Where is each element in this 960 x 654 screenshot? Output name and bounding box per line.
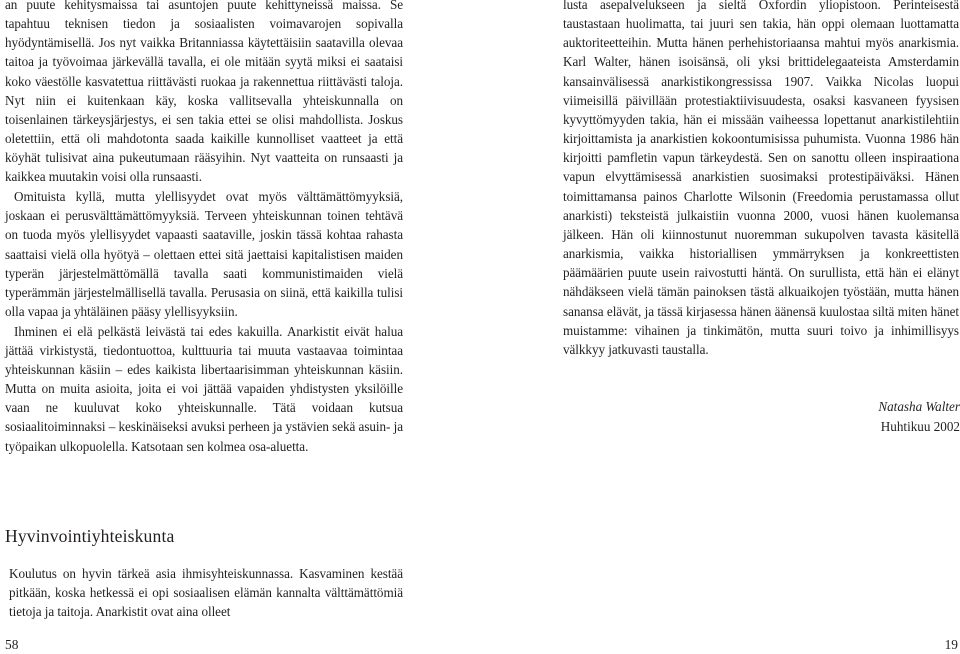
left-paragraph-3: Ihminen ei elä pelkästä leivästä tai edes kakuilla. Anarkistit eivät halua jättää virkistystä, tiedontuottoa, kulttuuria tai muuta vastaavaa toimintaa yhteiskunnan käsiin – edes kaikista libertaarisimman yhteiskunnan käsiin. Mutta on muita asioita, joita ei voi jättää vapaiden yhdistysten yksilöille vaan ne kuuluvat koko yhteiskunnalle. Tätä voidaan kutsua sosiaalitoiminnaksi – keskinäiseksi avuksi perheen ja ystävien sekä asuin- ja työpaikan ulkopuolella. Katsotaan sen kolmea osa-aluetta.	[5, 323, 403, 454]
signature-name: Natasha Walter	[878, 399, 960, 414]
right-paragraph-1: lusta asepalvelukseen ja sieltä Oxfordin yliopistoon. Perinteisestä taustastaan huolimatta, tai juuri sen takia, hän oppi olemaan luottamatta auktoriteetteihin. Mutta hänen perhehistoriaansa mahtui myös anarkismia. Karl Walter, hänen isoisänsä, oli yksi brittidelegaateista Amsterdamin kansainvälisessä anarkistikongressissa 1907. Vaikka Nicolas luopui viimeisillä päivillään protestiaktiivisuudesta, osaksi kasvaneen fyysisen kyvyttömyyden takia, hän ei missään vaiheessa lopettanut anarkistilehtiin kirjoittamista ja anarkistien kokoontumisissa puhumista. Vuonna 1986 hän kirjoitti pamfletin vapun tärkeydestä. Sen on sanottu olleen inspiraationa vapun elvyttämisessä anarkistien suosimaksi protestipäiväksi. Hänen toimittamansa painos Charlotte Wilsonin (Freedomia perustamassa ollut anarkisti) teksteistä julkaistiin vuonna 2000, vuosi hänen kuolemansa jälkeen. Hän oli kiinnostunut nuoremman sukupolven tavasta käsitellä anarkismia, vaikka historiallisen ymmärryksen ja konkreettisten päämäärien puute usein raivostutti häntä. On surullista, että hän ei elänyt nähdäkseen vielä tämän painoksen tästä alkuaikojen työstään, mutta hänen sanansa elävät, ja tässä kirjasessa hänen äänensä kuulostaa siltä miten hänet muistamme: vihainen ja tinkimätön, mutta suuri toivo ja inhimillisyys välkkyy jatkuvasti taustalla.	[563, 0, 959, 357]
section-heading: Hyvinvointiyhteiskunta	[5, 526, 175, 546]
page-number-left: 58	[5, 637, 19, 652]
right-page-text-column	[563, 0, 959, 359]
left-page-text-column	[5, 0, 403, 456]
right-page	[480, 0, 960, 652]
left-page	[0, 0, 480, 652]
section-paragraph: Koulutus on hyvin tärkeä asia ihmisyhteiskunnassa. Kasvaminen kestää pitkään, koska hetkessä ei opi sosiaalisen elämän kannalta välttämättömiä tietoja ja taitoja. Anarkistit ovat aina olleet	[9, 565, 403, 619]
left-paragraph-1: an puute kehitysmaissa tai asuntojen puute kehittyneissä maissa. Se tapahtuu teknisen tiedon ja sosiaalisten voimavarojen sopivalla hyödyntämisellä. Jos nyt vaikka Britanniassa käytettäisiin saatavilla olevaa taitoa ja työvoimaa järkevällä tavalla, ei ole mitään syytä miksi ei saataisi koko väestölle kasvatettua riittävästi ruokaa ja rakennettua riittävästi taloja. Nyt niin ei kuitenkaan käy, koska vallitsevalla yhteiskunnalla on toisenlainen tärkeysjärjestys, ei sen takia ettei se olisi mahdollista. Joskus oletettiin, että oli mahdotonta saada kaikille kunnolliset vaatteet ja että köyhät tulisivat aina pukeutumaan rääsyihin. Nyt vaatteita on runsaasti ja kaikkea muutakin voisi olla runsaasti.	[5, 0, 403, 185]
page-number-right: 19	[944, 637, 958, 652]
signature-date: Huhtikuu 2002	[880, 419, 960, 434]
left-paragraph-2: Omituista kyllä, mutta ylellisyydet ovat myös välttämättömyyksiä, joskaan ei perusvälttämättömyyksiä. Terveen yhteiskunnan toinen tehtävä on tuoda myös ylellisyydet vapaasti saataville, joskin tässä kohtaa rahasta saattaisi vielä olla hyötyä – olettaen ettei sitä jaettaisi kapitalistisen maiden typerän järjestelmättömällä tavalla saati kommunistimaiden vielä typerämmän järjestelmällisellä tavalla. Perusasia on siinä, että kaikilla tulisi olla vapaa ja yhtäläinen pääsy ylellisyyksiin.	[5, 189, 403, 319]
